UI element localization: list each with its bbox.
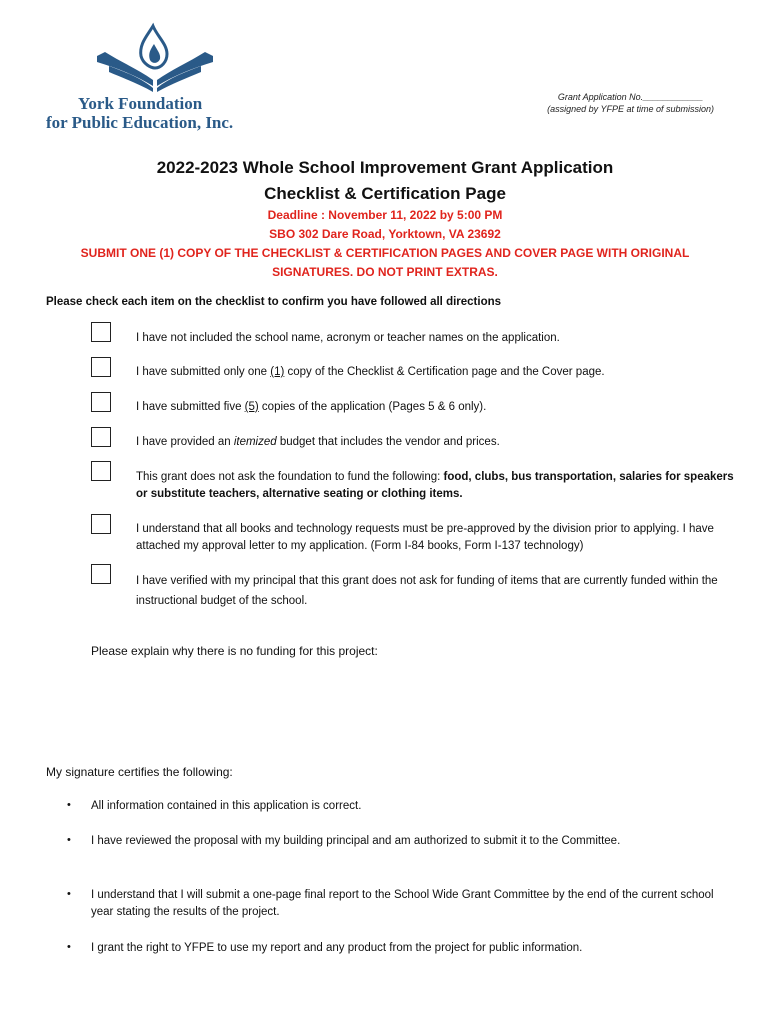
checkbox-item-6[interactable] (91, 514, 111, 534)
checkbox-item-1[interactable] (91, 322, 111, 342)
checklist-item-6-text: I understand that all books and technology requests must be pre-approved by the division prior to applying. I have attached my approval letter to my application. (Form I-84 books, Form I-137 technology) (136, 523, 714, 552)
funding-explanation-field[interactable] (91, 664, 731, 754)
grant-application-number (547, 92, 714, 114)
address-text: SBO 302 Dare Road, Yorktown, VA 23692 (269, 227, 501, 241)
checklist-item-2 (136, 364, 736, 381)
org-name-line1: York Foundation (78, 94, 203, 113)
grant-no-label: Grant Application No.____________ (557, 92, 704, 102)
certification-item-2: I have reviewed the proposal with my building principal and am authorized to submit it to the Committee. (91, 835, 621, 847)
checklist-item-3-text-b: copies of the application (Pages 5 & 6 only). (258, 401, 487, 413)
checkbox-item-4[interactable] (91, 427, 111, 447)
funding-explanation-prompt: Please explain why there is no funding for this project: (91, 644, 378, 658)
certification-item-4: I grant the right to YFPE to use my report and any product from the project for public information. (91, 942, 583, 954)
checklist-item-6 (136, 521, 736, 555)
checklist-item-4 (136, 434, 736, 451)
certification-item-1: All information contained in this application is correct. (91, 800, 362, 812)
checkbox-item-7[interactable] (91, 564, 111, 584)
deadline-text: Deadline : November 11, 2022 by 5:00 PM (267, 208, 503, 222)
grant-no-note: (assigned by YFPE at time of submission) (547, 104, 714, 114)
bullet-dot-3: • (67, 888, 71, 900)
checkbox-item-2[interactable] (91, 357, 111, 377)
certification-intro: My signature certifies the following: (46, 765, 233, 779)
checklist-item-4-italic: itemized (233, 436, 277, 448)
checklist-item-3-text-a: I have submitted five (136, 401, 245, 413)
checklist-instruction: Please check each item on the checklist to confirm you have followed all directions (46, 296, 502, 308)
checklist-item-3-underline: (5) (244, 401, 259, 413)
checklist-item-7 (136, 571, 736, 611)
checklist-item-3 (136, 399, 736, 416)
checklist-item-2-underline: (1) (270, 366, 285, 378)
org-logo (40, 22, 270, 142)
checklist-item-5 (136, 469, 736, 503)
submit-instruction-line2: SIGNATURES. DO NOT PRINT EXTRAS. (272, 265, 498, 279)
checklist-item-1 (136, 330, 736, 347)
checklist-item-1-text: I have not included the school name, acronym or teacher names on the application. (136, 332, 560, 344)
checkbox-item-3[interactable] (91, 392, 111, 412)
checklist-item-2-text-a: I have submitted only one (136, 366, 271, 378)
submit-instruction-line1: SUBMIT ONE (1) COPY OF THE CHECKLIST & CERTIFICATION PAGES AND COVER PAGE WITH ORIGINAL (80, 246, 690, 260)
checklist-item-5-bold: food, clubs, bus transportation, salaries for speakers or substitute teachers, alternative seating or clothing items. (136, 471, 734, 500)
checklist-item-7-text: I have verified with my principal that this grant does not ask for funding of items that are currently funded within the instructional budget of the school. (136, 575, 718, 607)
checklist-item-2-text-b: copy of the Checklist & Certification page and the Cover page. (284, 366, 605, 378)
checklist-item-5-text: This grant does not ask the foundation to fund the following: (136, 471, 444, 483)
checklist-item-4-text-b: budget that includes the vendor and prices. (276, 436, 500, 448)
checklist-item-4-text-a: I have provided an (136, 436, 234, 448)
bullet-dot-4: • (67, 941, 71, 953)
bullet-dot-1: • (67, 799, 71, 811)
flame-book-icon (95, 22, 215, 94)
page-title: 2022-2023 Whole School Improvement Grant Application (156, 158, 614, 177)
org-name-line2: for Public Education, Inc. (46, 113, 234, 132)
page-subtitle: Checklist & Certification Page (264, 184, 506, 203)
bullet-dot-2: • (67, 834, 71, 846)
certification-item-3: I understand that I will submit a one-page final report to the School Wide Grant Committee by the end of the current school year stating the results of the project. (91, 889, 714, 918)
checkbox-item-5[interactable] (91, 461, 111, 481)
